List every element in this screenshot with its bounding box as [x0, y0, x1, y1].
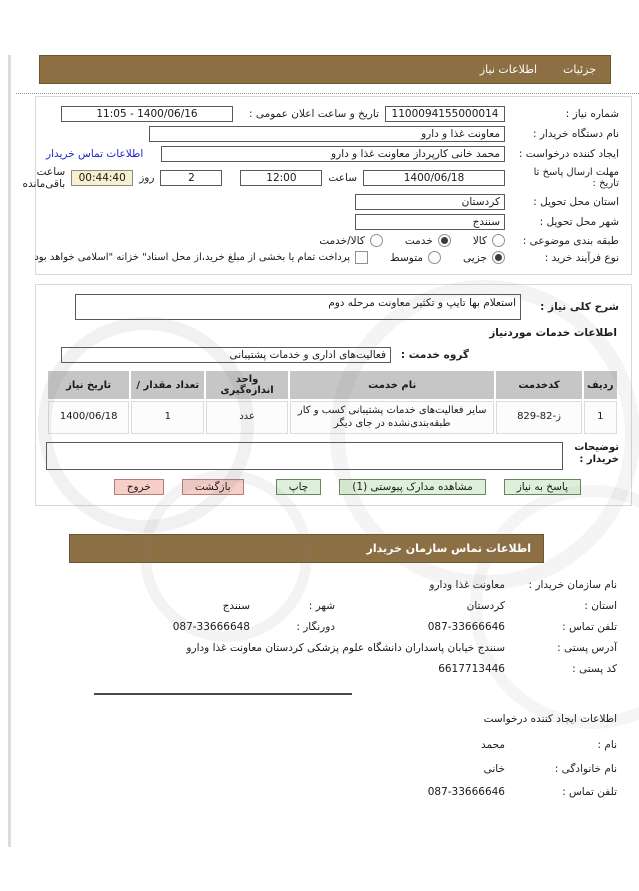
- province-label: استان محل تحویل :: [533, 196, 619, 209]
- deadline-hour-label: ساعت: [328, 172, 357, 185]
- need-description-field[interactable]: استعلام بها تایپ و تکثیر معاونت مرحله دوم: [75, 294, 521, 320]
- treasury-checkbox[interactable]: [355, 251, 368, 264]
- org-postal-label: کد پستی :: [572, 663, 617, 676]
- col-unit: واحد اندازه‌گیری: [206, 371, 288, 399]
- tab-details[interactable]: جزئیات: [563, 63, 596, 76]
- service-group-field[interactable]: فعالیت‌های اداری و خدمات پشتیبانی: [61, 347, 391, 363]
- days-label: روز: [139, 172, 155, 185]
- option-treasury: [34, 251, 368, 264]
- option-service: [405, 234, 451, 247]
- back-button[interactable]: بازگشت: [182, 479, 244, 495]
- buyer-notes-field[interactable]: [46, 442, 563, 470]
- section-divider: [94, 693, 352, 695]
- creator-field[interactable]: محمد خانی کارپرداز معاونت غذا و دارو: [161, 146, 505, 162]
- deadline-time-field[interactable]: 12:00: [240, 170, 322, 186]
- creator-phone-label: تلفن تماس :: [562, 785, 617, 798]
- announce-datetime-field[interactable]: 11:05 - 1400/06/16: [61, 106, 233, 122]
- city-label: شهر محل تحویل :: [539, 216, 619, 229]
- days-remaining-field[interactable]: 2: [160, 170, 222, 186]
- goods-label: کالا: [472, 234, 487, 247]
- table-row: [48, 401, 617, 434]
- medium-label: متوسط: [390, 251, 424, 264]
- announce-label: تاریخ و ساعت اعلان عمومی :: [248, 107, 379, 120]
- col-need-date: تاریخ نیاز: [48, 371, 129, 399]
- row-need-number: [46, 106, 619, 122]
- org-postal-value: 6617713446: [438, 663, 505, 676]
- cell-quantity: 1: [131, 401, 204, 434]
- creator-name-value: محمد: [481, 739, 505, 752]
- org-city-value: سنندج: [222, 600, 250, 613]
- row-service-group: [46, 347, 469, 363]
- goods-service-label: کالا/خدمت: [319, 234, 365, 247]
- row-buyer-notes: [46, 442, 619, 470]
- col-row: ردیف: [584, 371, 617, 399]
- buyer-notes-label-line1: توضیحات: [574, 442, 619, 454]
- remaining-label: ساعت باقی‌مانده: [22, 166, 66, 191]
- org-phone-label: تلفن تماس :: [562, 621, 617, 634]
- radio-goods-service[interactable]: [370, 234, 383, 247]
- radio-service[interactable]: [438, 234, 451, 247]
- radio-goods[interactable]: [492, 234, 505, 247]
- view-attachments-button[interactable]: مشاهده مدارک پیوستی (1): [339, 479, 485, 495]
- need-number-field[interactable]: 1100094155000014: [385, 106, 505, 122]
- org-fax-label: دورنگار :: [296, 621, 335, 634]
- org-phone-value: 087-33666646: [427, 621, 505, 634]
- agency-field[interactable]: معاونت غذا و دارو: [149, 126, 505, 142]
- need-summary-panel: [22, 96, 632, 275]
- province-field[interactable]: کردستان: [355, 194, 505, 210]
- org-province-value: کردستان: [466, 600, 505, 613]
- cell-need-date: 1400/06/18: [48, 401, 129, 434]
- row-classification: [46, 234, 619, 247]
- buyer-contact-link[interactable]: اطلاعات تماس خریدار: [46, 148, 144, 160]
- buyer-notes-label-line2: خریدار :: [579, 454, 619, 466]
- cell-service-code: 829-82-ز: [496, 401, 581, 434]
- row-province: [46, 194, 619, 210]
- col-quantity: تعداد مقدار /: [131, 371, 204, 399]
- org-city-label: شهر :: [308, 600, 335, 613]
- action-buttons: [46, 479, 581, 495]
- row-deadline: [22, 166, 619, 191]
- option-goods: [473, 234, 505, 247]
- option-partial: [463, 251, 505, 264]
- treasury-note: پرداخت تمام یا بخشی از مبلغ خرید،از محل اسناد" خزانه "اسلامی خواهد بود: [34, 252, 351, 264]
- creator-label: ایجاد کننده درخواست :: [518, 147, 619, 160]
- cell-row-number: 1: [584, 401, 617, 434]
- tab-bar: [39, 55, 611, 84]
- buyer-notes-label: [569, 442, 619, 466]
- org-name-value: معاونت غذا ودارو: [429, 579, 505, 592]
- services-table-header: [48, 371, 617, 399]
- services-section-header: اطلاعات خدمات موردنیاز: [489, 327, 617, 340]
- org-address-value: سنندج خیابان پاسداران دانشگاه علوم پزشکی کردستان معاونت غذا ودارو: [186, 642, 505, 655]
- time-remaining-field: 00:44:40: [71, 170, 133, 186]
- creator-family-value: خانی: [483, 762, 505, 775]
- service-group-label: گروه خدمت :: [400, 349, 469, 362]
- request-creator-header: اطلاعات ایجاد کننده درخواست: [483, 713, 617, 726]
- row-agency: [46, 126, 619, 142]
- row-city: [46, 214, 619, 230]
- need-number-label: شماره نیاز :: [565, 107, 619, 120]
- agency-label: نام دستگاه خریدار :: [532, 127, 619, 140]
- need-detail-panel: [35, 284, 632, 506]
- option-medium: [390, 251, 441, 264]
- org-province-label: استان :: [584, 600, 617, 613]
- city-field[interactable]: سنندج: [355, 214, 505, 230]
- deadline-date-field[interactable]: 1400/06/18: [363, 170, 505, 186]
- need-description-label: شرح کلی نیاز :: [540, 301, 619, 314]
- row-process-type: [34, 251, 619, 264]
- buyer-org-contact-header: اطلاعات تماس سازمان خریدار: [69, 534, 544, 563]
- radio-partial[interactable]: [492, 251, 505, 264]
- deadline-label: مهلت ارسال پاسخ تا تاریخ :: [533, 166, 619, 190]
- respond-to-need-button[interactable]: پاسخ به نیاز: [504, 479, 581, 495]
- col-service-code: کدخدمت: [496, 371, 581, 399]
- partial-label: جزیی: [463, 251, 487, 264]
- org-fax-value: 087-33666648: [172, 621, 250, 634]
- service-label: خدمت: [404, 234, 433, 247]
- row-need-description: [46, 294, 619, 320]
- request-creator-section: [0, 713, 617, 797]
- classification-label: طبقه بندی موضوعی :: [522, 234, 619, 247]
- creator-family-label: نام خانوادگی :: [554, 762, 617, 775]
- cell-service-name: سایر فعالیت‌های خدمات پشتیبانی کسب و کار طبقه‌بندی‌نشده در جای دیگر: [290, 401, 495, 434]
- row-creator: [46, 146, 619, 162]
- radio-medium[interactable]: [428, 251, 441, 264]
- creator-phone-value: 087-33666646: [427, 785, 505, 798]
- org-name-label: نام سازمان خریدار :: [528, 579, 617, 592]
- process-label: نوع فرآیند خرید :: [544, 251, 619, 264]
- col-service-name: نام خدمت: [290, 371, 495, 399]
- print-button[interactable]: چاپ: [276, 479, 322, 495]
- services-table: [46, 369, 619, 436]
- tab-need-info[interactable]: اطلاعات نیاز: [479, 63, 538, 76]
- cell-unit: عدد: [206, 401, 288, 434]
- exit-button[interactable]: خروج: [114, 479, 164, 495]
- creator-name-label: نام :: [597, 739, 617, 752]
- buyer-org-contact-section: [20, 579, 617, 675]
- org-address-label: آدرس پستی :: [557, 642, 617, 655]
- option-goods-service: [319, 234, 383, 247]
